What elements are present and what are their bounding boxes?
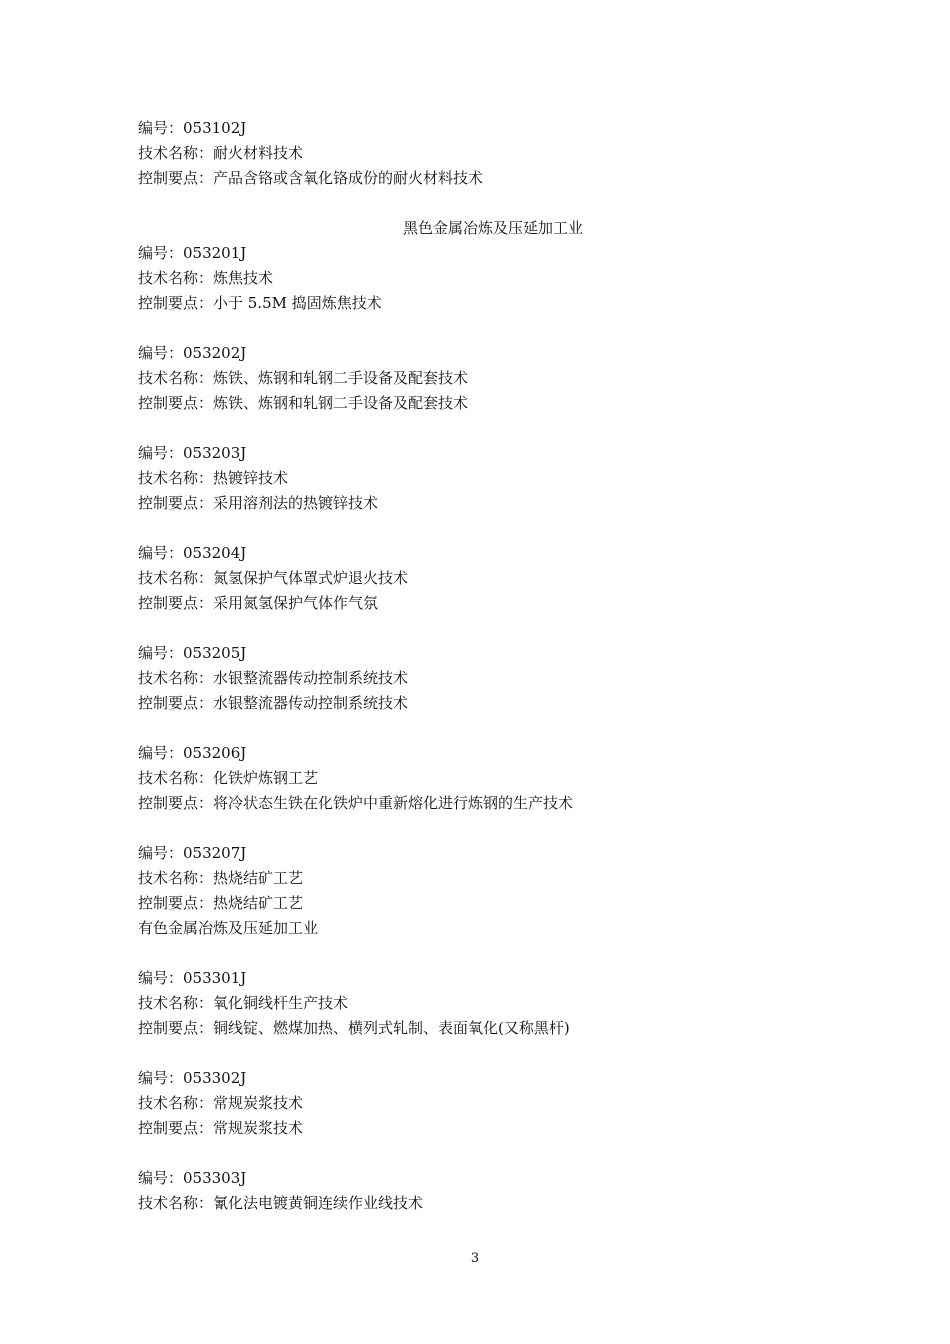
entry-control: 控制要点：将冷状态生铁在化铁炉中重新熔化进行炼钢的生产技术 [138, 794, 574, 812]
spacer [138, 716, 838, 741]
entry-control: 控制要点：炼铁、炼钢和轧钢二手设备及配套技术 [138, 394, 469, 412]
entry-code: 编号：053102J [138, 119, 247, 137]
spacer [138, 816, 838, 841]
entry-name: 技术名称：氮氢保护气体罩式炉退火技术 [138, 569, 409, 587]
document-content [138, 116, 838, 1216]
entry-name: 技术名称：化铁炉炼钢工艺 [138, 769, 319, 787]
entry-053301J [138, 966, 838, 1041]
entry-name: 技术名称：热烧结矿工艺 [138, 869, 304, 887]
entry-name: 技术名称：常规炭浆技术 [138, 1094, 304, 1112]
section-title-ferrous: 黑色金属冶炼及压延加工业 [402, 219, 583, 237]
spacer [138, 941, 838, 966]
entry-control: 控制要点：产品含铬或含氧化铬成份的耐火材料技术 [138, 169, 484, 187]
entry-control: 控制要点：小于 5.5M 捣固炼焦技术 [138, 294, 382, 312]
entry-control: 控制要点：铜线锭、燃煤加热、横列式轧制、表面氧化(又称黑杆) [138, 1019, 570, 1037]
entry-053201J [138, 241, 838, 316]
entry-name: 技术名称：氧化铜线杆生产技术 [138, 994, 349, 1012]
spacer [138, 1141, 838, 1166]
spacer [138, 1041, 838, 1066]
entry-053303J [138, 1166, 838, 1216]
page-number: 3 [470, 1251, 480, 1266]
entry-name: 技术名称：氰化法电镀黄铜连续作业线技术 [138, 1194, 424, 1212]
entry-name: 技术名称：热镀锌技术 [138, 469, 289, 487]
entry-code: 编号：053203J [138, 444, 247, 462]
entry-code: 编号：053205J [138, 644, 247, 662]
spacer [138, 191, 838, 216]
entry-code: 编号：053303J [138, 1169, 247, 1187]
entry-code: 编号：053302J [138, 1069, 247, 1087]
entry-code: 编号：053301J [138, 969, 247, 987]
entry-053206J [138, 741, 838, 816]
entry-name: 技术名称：耐火材料技术 [138, 144, 304, 162]
entry-053203J [138, 441, 838, 516]
entry-name: 技术名称：水银整流器传动控制系统技术 [138, 669, 409, 687]
entry-053204J [138, 541, 838, 616]
spacer [138, 616, 838, 641]
entry-code: 编号：053204J [138, 544, 247, 562]
entry-053207J [138, 841, 838, 916]
spacer [138, 516, 838, 541]
entry-control: 控制要点：采用氮氢保护气体作气氛 [138, 594, 379, 612]
entry-control: 控制要点：热烧结矿工艺 [138, 894, 304, 912]
spacer [138, 316, 838, 341]
entry-name: 技术名称：炼焦技术 [138, 269, 274, 287]
entry-053202J [138, 341, 838, 416]
entry-name: 技术名称：炼铁、炼钢和轧钢二手设备及配套技术 [138, 369, 469, 387]
entry-code: 编号：053201J [138, 244, 247, 262]
spacer [138, 416, 838, 441]
entry-code: 编号：053202J [138, 344, 247, 362]
entry-053302J [138, 1066, 838, 1141]
entry-code: 编号：053206J [138, 744, 247, 762]
entry-053102J [138, 116, 838, 191]
entry-control: 控制要点：常规炭浆技术 [138, 1119, 304, 1137]
section-title-nonferrous: 有色金属冶炼及压延加工业 [138, 919, 319, 937]
entry-code: 编号：053207J [138, 844, 247, 862]
entry-control: 控制要点：采用溶剂法的热镀锌技术 [138, 494, 379, 512]
entry-053205J [138, 641, 838, 716]
entry-control: 控制要点：水银整流器传动控制系统技术 [138, 694, 409, 712]
